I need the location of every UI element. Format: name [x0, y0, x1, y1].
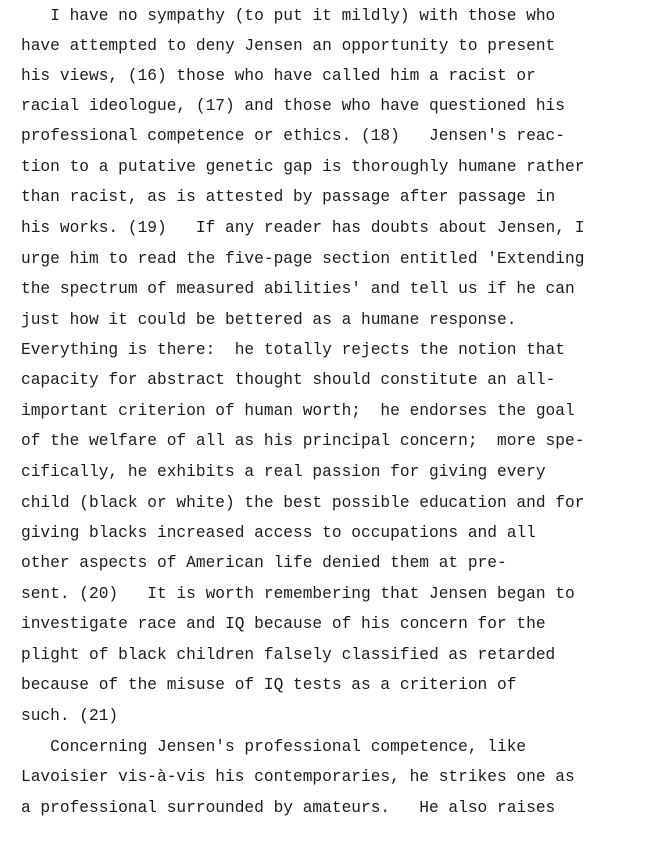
text-line: such. (21) [21, 707, 119, 725]
text-line: Concerning Jensen's professional competence, like [21, 738, 527, 756]
text-line: urge him to read the five-page section entitled 'Extending [21, 250, 585, 268]
text-line: racial ideologue, (17) and those who have questioned his [21, 97, 565, 115]
text-line: than racist, as is attested by passage after passage in [21, 188, 556, 206]
text-line: I have no sympathy (to put it mildly) with those who [21, 7, 556, 25]
text-line: of the welfare of all as his principal concern; more spe- [21, 432, 585, 450]
text-line: his works. (19) If any reader has doubts about Jensen, I [21, 219, 585, 237]
text-line: plight of black children falsely classified as retarded [21, 646, 556, 664]
text-line: sent. (20) It is worth remembering that Jensen began to [21, 585, 575, 603]
text-line: Everything is there: he totally rejects the notion that [21, 341, 565, 359]
text-line: just how it could be bettered as a humane response. [21, 311, 517, 329]
text-line: capacity for abstract thought should constitute an all- [21, 371, 556, 389]
text-line: cifically, he exhibits a real passion for giving every [21, 463, 546, 481]
text-line: investigate race and IQ because of his concern for the [21, 615, 546, 633]
text-line: his views, (16) those who have called him a racist or [21, 67, 536, 85]
text-line: Lavoisier vis-à-vis his contemporaries, he strikes one as [21, 768, 575, 786]
text-line: other aspects of American life denied them at pre- [21, 554, 507, 572]
text-line: the spectrum of measured abilities' and tell us if he can [21, 280, 575, 298]
text-line: because of the misuse of IQ tests as a criterion of [21, 676, 517, 694]
text-line: child (black or white) the best possible education and for [21, 494, 585, 512]
text-line: important criterion of human worth; he endorses the goal [21, 402, 575, 420]
text-line: a professional surrounded by amateurs. He also raises [21, 799, 556, 817]
text-line: giving blacks increased access to occupations and all [21, 524, 536, 542]
text-line: have attempted to deny Jensen an opportunity to present [21, 37, 556, 55]
text-line: professional competence or ethics. (18) Jensen's reac- [21, 127, 565, 145]
text-line: tion to a putative genetic gap is thoroughly humane rather [21, 158, 585, 176]
